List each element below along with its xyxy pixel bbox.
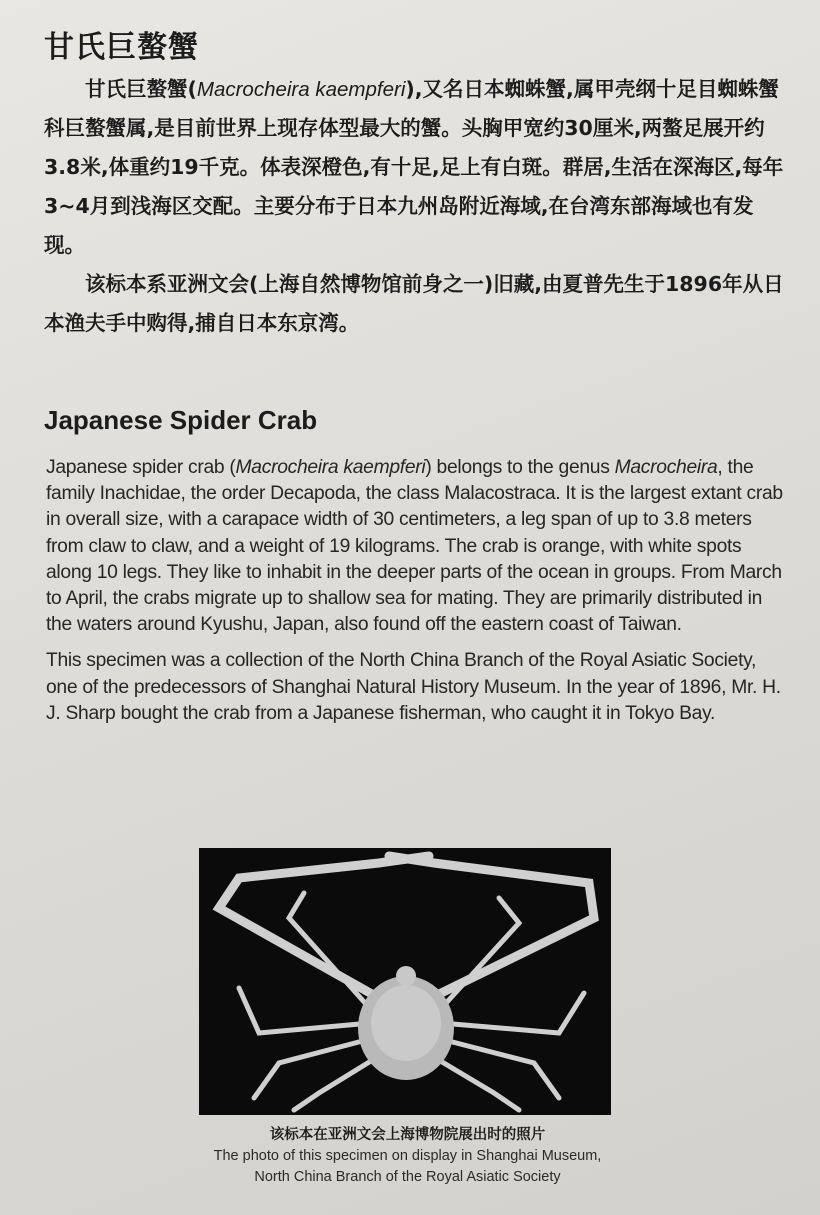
chinese-scientific-name: Macrocheira kaempferi	[196, 78, 406, 101]
english-description	[46, 455, 788, 737]
chinese-description	[44, 70, 789, 343]
english-paragraph-1	[46, 455, 788, 638]
english-scientific-name: Macrocheira kaempferi	[235, 457, 426, 478]
chinese-title: 甘氏巨螯蟹	[44, 30, 199, 65]
english-title: Japanese Spider Crab	[44, 405, 318, 435]
chinese-paragraph-1	[44, 70, 789, 265]
chinese-paragraph-2: 该标本系亚洲文会(上海自然博物馆前身之一)旧藏,由夏普先生于1896年从日本渔夫手中购得,捕自日本东京湾。	[44, 272, 784, 335]
english-paragraph-2: This specimen was a collection of the North China Branch of the Royal Asiatic Society, one of the predecessors of Shanghai Natural History Museum. In the year of 1896, Mr. H. J. Sharp bought the crab from a Japanese fisherman, who caught it in Tokyo Bay.	[46, 650, 781, 724]
crab-specimen-icon	[199, 848, 611, 1115]
chinese-para1-lead: 甘氏巨螯蟹(	[85, 77, 197, 101]
caption-english-line-2: North China Branch of the Royal Asiatic Society	[254, 1169, 561, 1185]
english-genus-name: Macrocheira	[614, 457, 718, 478]
crab-specimen-photo	[199, 848, 611, 1115]
english-para1-b: ) belongs to the genus	[425, 457, 615, 478]
chinese-para1-rest: ),又名日本蜘蛛蟹,属甲壳纲十足目蜘蛛蟹科巨螯蟹属,是目前世界上现存体型最大的蟹。头胸甲宽约30厘米,两螯足展开约3.8米,体重约19千克。体表深橙色,有十足,足上有白斑。群居,生活在深海区,每年3~4月到浅海区交配。主要分布于日本九州岛附近海域,在台湾东部海域也有发现。	[44, 77, 784, 257]
caption-english-line-1: The photo of this specimen on display in Shanghai Museum,	[213, 1148, 602, 1164]
english-para1-a: Japanese spider crab (	[46, 457, 236, 478]
photo-caption	[150, 1124, 665, 1188]
english-para1-c: , the family Inachidae, the order Decapoda, the class Malacostraca. It is the largest extant crab in overall size, with a carapace width of 30 centimeters, a leg span of up to 3.8 meters from claw to claw, and a weight of 19 kilograms. The crab is orange, with white spots along 10 legs. They like to inhabit in the deeper parts of the ocean in groups. From March to April, the crabs migrate up to shallow sea for mating. They are primarily distributed in the waters around Kyushu, Japan, also found off the eastern coast of Taiwan.	[46, 457, 783, 636]
caption-chinese: 该标本在亚洲文会上海博物院展出时的照片	[269, 1127, 546, 1143]
